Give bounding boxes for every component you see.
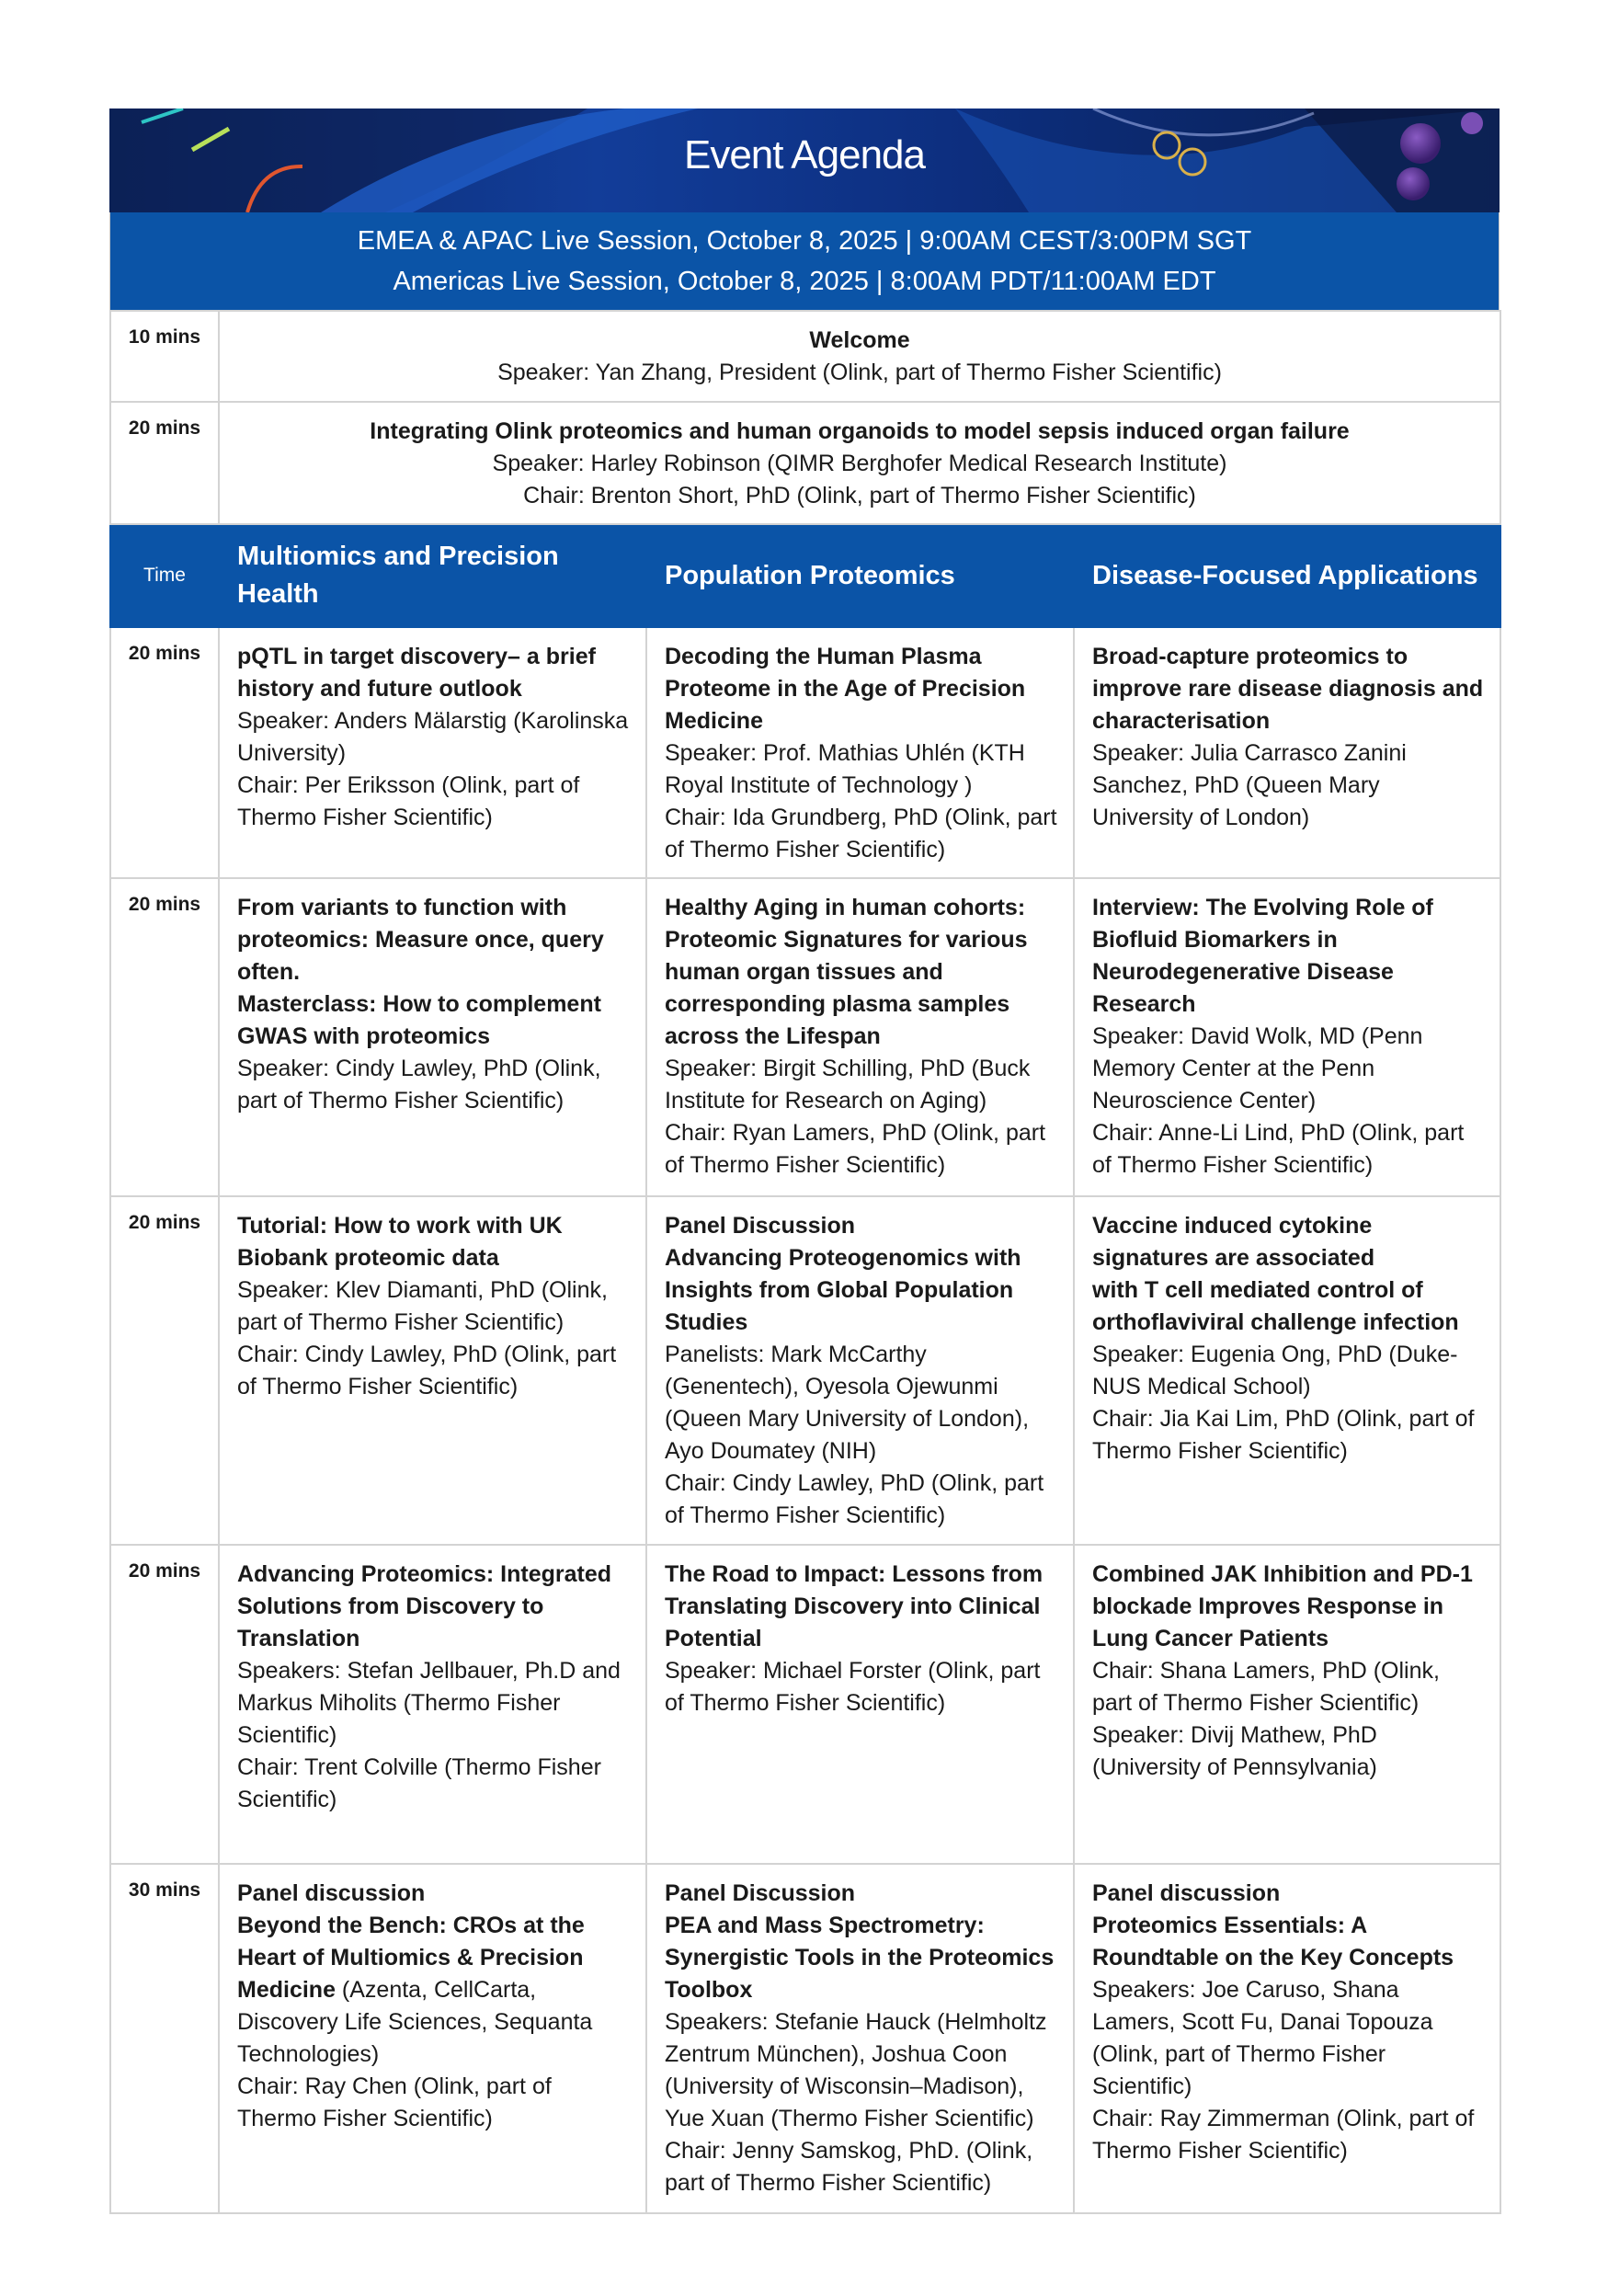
- session-emea-apac: EMEA & APAC Live Session, October 8, 2025 | 9:00AM CEST/3:00PM SGT: [357, 226, 1252, 256]
- session-title: PEA and Mass Spectrometry: Synergistic Tools in the Proteomics Toolbox: [665, 1913, 1055, 2003]
- session-title: Decoding the Human Plasma Proteome in the Age of Precision Medicine: [665, 644, 1026, 734]
- track-header-multiomics: Multiomics and Precision Health: [219, 524, 646, 627]
- time-cell: 20 mins: [110, 878, 219, 1196]
- session-detail: Chair: Ray Zimmerman (Olink, part of Thermo Fisher Scientific): [1092, 2106, 1475, 2164]
- session-title: Panel discussion: [1092, 1880, 1281, 1906]
- session-detail: Chair: Jenny Samskog, PhD. (Olink, part of Thermo Fisher Scientific): [665, 2138, 1033, 2196]
- time-cell: 20 mins: [110, 627, 219, 878]
- session-detail: Chair: Cindy Lawley, PhD (Olink, part of Thermo Fisher Scientific): [665, 1470, 1044, 1528]
- session-detail: Chair: Cindy Lawley, PhD (Olink, part of Thermo Fisher Scientific): [237, 1342, 617, 1399]
- table-row: [110, 878, 1500, 1196]
- table-row: [110, 1864, 1500, 2213]
- session-cell: [1074, 1864, 1500, 2213]
- time-cell: 10 mins: [110, 311, 219, 402]
- session-title: Panel discussion: [237, 1880, 426, 1906]
- session-detail: Speaker: Cindy Lawley, PhD (Olink, part of Thermo Fisher Scientific): [237, 1056, 601, 1114]
- agenda-page: [109, 109, 1500, 2214]
- session-title: The Road to Impact: Lessons from Translating Discovery into Clinical Potential: [665, 1561, 1043, 1651]
- track-rows: [110, 627, 1500, 2213]
- time-cell: 20 mins: [110, 1545, 219, 1864]
- session-chair: Chair: Brenton Short, PhD (Olink, part of Thermo Fisher Scientific): [523, 483, 1196, 508]
- session-cell: [219, 1196, 646, 1545]
- banner-title: Event Agenda: [683, 132, 925, 177]
- session-detail: Speaker: Birgit Schilling, PhD (Buck Institute for Research on Aging): [665, 1056, 1031, 1114]
- time-cell: 30 mins: [110, 1864, 219, 2213]
- session-americas: Americas Live Session, October 8, 2025 | 8:00AM PDT/11:00AM EDT: [393, 267, 1216, 296]
- session-detail: Speaker: Michael Forster (Olink, part of Thermo Fisher Scientific): [665, 1658, 1041, 1716]
- session-detail: Chair: Shana Lamers, PhD (Olink, part of Thermo Fisher Scientific): [1092, 1658, 1440, 1716]
- agenda-table: [109, 310, 1501, 2214]
- session-cell: [646, 627, 1074, 878]
- time-cell: 20 mins: [110, 1196, 219, 1545]
- session-title: Advancing Proteogenomics with Insights from Global Population Studies: [665, 1245, 1021, 1335]
- session-title: Masterclass: How to complement GWAS with proteomics: [237, 991, 601, 1049]
- table-row: [110, 402, 1500, 524]
- session-title: Interview: The Evolving Role of Biofluid Biomarkers in Neurodegenerative Disease Research: [1092, 895, 1433, 1017]
- session-detail: Speakers: Stefan Jellbauer, Ph.D and Markus Miholits (Thermo Fisher Scientific): [237, 1658, 621, 1748]
- table-row: [110, 311, 1500, 402]
- session-title: Advancing Proteomics: Integrated Solutions from Discovery to Translation: [237, 1561, 612, 1651]
- table-row: [110, 1196, 1500, 1545]
- session-cell: [219, 311, 1500, 402]
- session-detail: Chair: Trent Colville (Thermo Fisher Scientific): [237, 1754, 601, 1812]
- session-title: Broad-capture proteomics to improve rare disease diagnosis and characterisation: [1092, 644, 1484, 734]
- session-title: Tutorial: How to work with UK Biobank proteomic data: [237, 1213, 563, 1271]
- session-cell: [1074, 1196, 1500, 1545]
- track-time-header: Time: [110, 524, 219, 627]
- session-cell: [646, 1864, 1074, 2213]
- session-title: Combined JAK Inhibition and PD-1 blockade Improves Response in Lung Cancer Patients: [1092, 1561, 1473, 1651]
- time-cell: 20 mins: [110, 402, 219, 524]
- session-cell: [219, 627, 646, 878]
- session-title: Welcome: [809, 327, 910, 353]
- session-title: Healthy Aging in human cohorts: Proteomic Signatures for various human organ tissues and corresponding plasma samples across the Lifespan: [665, 895, 1028, 1049]
- track-header-disease: Disease-Focused Applications: [1074, 524, 1500, 627]
- session-detail: Speakers: Joe Caruso, Shana Lamers, Scott Fu, Danai Topouza (Olink, part of Thermo Fisher Scientific): [1092, 1977, 1433, 2099]
- session-title: Integrating Olink proteomics and human organoids to model sepsis induced organ failure: [370, 418, 1350, 444]
- session-speaker: Speaker: Harley Robinson (QIMR Berghofer Medical Research Institute): [492, 451, 1227, 476]
- session-detail: Speaker: Eugenia Ong, PhD (Duke-NUS Medical School): [1092, 1342, 1458, 1399]
- session-speaker: Speaker: Yan Zhang, President (Olink, part of Thermo Fisher Scientific): [497, 360, 1222, 385]
- session-title: with T cell mediated control of orthoflaviviral challenge infection: [1092, 1277, 1459, 1335]
- session-detail: Chair: Per Eriksson (Olink, part of Thermo Fisher Scientific): [237, 772, 580, 830]
- session-title: pQTL in target discovery– a brief history and future outlook: [237, 644, 596, 702]
- session-detail: Speakers: Stefanie Hauck (Helmholtz Zentrum München), Joshua Coon (University of Wisconsin–Madison), Yue Xuan (Thermo Fisher Scientific): [665, 2009, 1047, 2131]
- banner: [109, 109, 1500, 212]
- session-detail: Speaker: Prof. Mathias Uhlén (KTH Royal Institute of Technology ): [665, 740, 1025, 798]
- session-detail: Chair: Ida Grundberg, PhD (Olink, part of Thermo Fisher Scientific): [665, 805, 1057, 862]
- session-cell: [219, 1545, 646, 1864]
- session-title: From variants to function with proteomics: Measure once, query often.: [237, 895, 604, 985]
- session-title: Vaccine induced cytokine signatures are associated: [1092, 1213, 1375, 1271]
- session-detail: Speaker: Julia Carrasco Zanini Sanchez, PhD (Queen Mary University of London): [1092, 740, 1407, 830]
- session-companies: (Azenta, CellCarta, Discovery Life Sciences, Sequanta Technologies): [237, 1977, 593, 2067]
- session-cell: [219, 878, 646, 1196]
- session-cell: [1074, 878, 1500, 1196]
- session-title: Beyond the Bench: CROs at the Heart of Multiomics & Precision Medicine: [237, 1913, 585, 2003]
- session-title: Panel Discussion: [665, 1880, 856, 1906]
- session-cell: [1074, 1545, 1500, 1864]
- session-title: Proteomics Essentials: A Roundtable on the Key Concepts: [1092, 1913, 1454, 1970]
- session-detail: Chair: Ray Chen (Olink, part of Thermo Fisher Scientific): [237, 2073, 552, 2131]
- session-detail: Chair: Anne-Li Lind, PhD (Olink, part of Thermo Fisher Scientific): [1092, 1120, 1465, 1178]
- track-header-row: [110, 524, 1500, 627]
- table-row: [110, 1545, 1500, 1864]
- session-detail: Chair: Ryan Lamers, PhD (Olink, part of Thermo Fisher Scientific): [665, 1120, 1046, 1178]
- session-cell: [646, 1196, 1074, 1545]
- session-title: Panel Discussion: [665, 1213, 856, 1239]
- session-detail: Speaker: David Wolk, MD (Penn Memory Center at the Penn Neuroscience Center): [1092, 1023, 1423, 1114]
- session-times: [109, 212, 1500, 310]
- session-cell: [646, 878, 1074, 1196]
- track-header-population: Population Proteomics: [646, 524, 1074, 627]
- session-detail: Chair: Jia Kai Lim, PhD (Olink, part of Thermo Fisher Scientific): [1092, 1406, 1475, 1464]
- session-detail: Speaker: Divij Mathew, PhD (University of Pennsylvania): [1092, 1722, 1377, 1780]
- session-cell: [1074, 627, 1500, 878]
- session-detail: Speaker: Klev Diamanti, PhD (Olink, part of Thermo Fisher Scientific): [237, 1277, 608, 1335]
- session-detail: Panelists: Mark McCarthy (Genentech), Oyesola Ojewunmi (Queen Mary University of London), Ayo Doumatey (NIH): [665, 1342, 1030, 1464]
- table-row: [110, 627, 1500, 878]
- session-cell: [646, 1545, 1074, 1864]
- session-cell: [219, 402, 1500, 524]
- session-detail: Speaker: Anders Mälarstig (Karolinska University): [237, 708, 629, 766]
- session-cell: [219, 1864, 646, 2213]
